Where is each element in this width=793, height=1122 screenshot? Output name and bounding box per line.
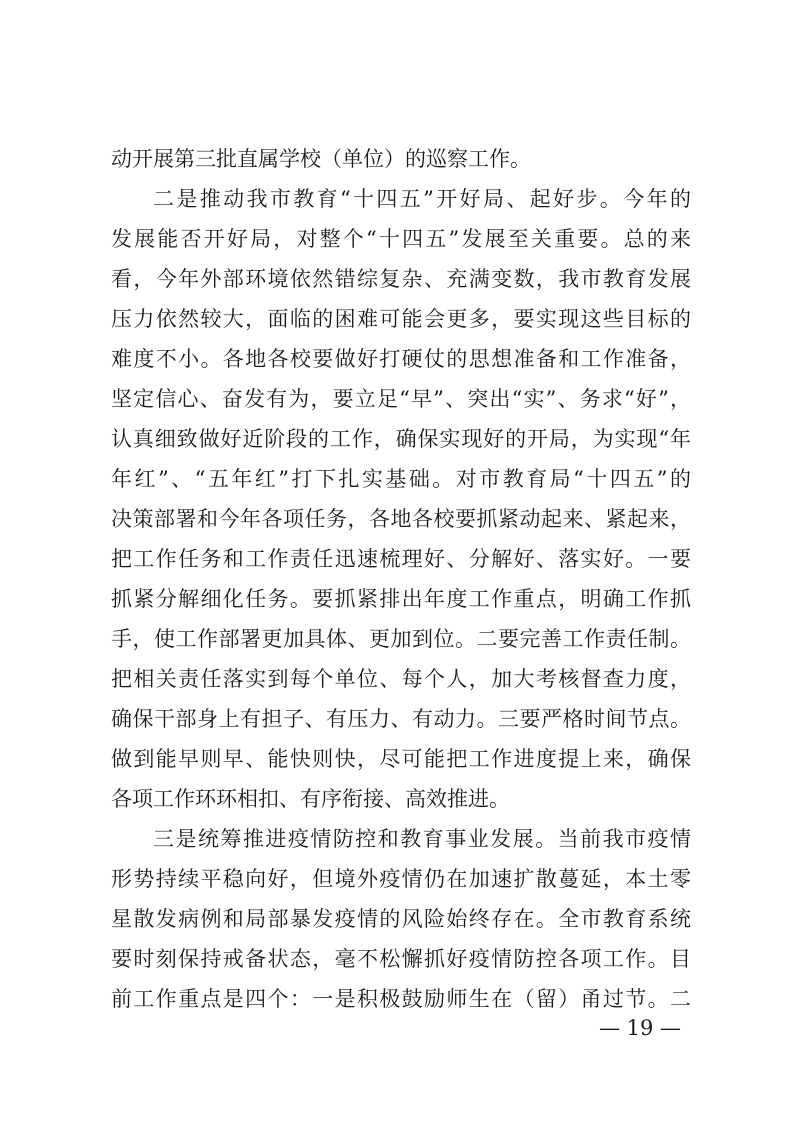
paragraph-line: 坚定信心、奋发有为，要立足“早”、突出“实”、务求“好”， — [111, 387, 691, 411]
paragraph-line: 难度不小。各地各校要做好打硬仗的思想准备和工作准备， — [111, 347, 691, 371]
paragraph-line: 抓紧分解细化任务。要抓紧排出年度工作重点，明确工作抓 — [111, 587, 691, 611]
paragraph-line: 发展能否开好局，对整个“十四五”发展至关重要。总的来 — [111, 227, 691, 251]
paragraph-line: 各项工作环环相扣、有序衔接、高效推进。 — [111, 787, 510, 811]
paragraph-line: 动开展第三批直属学校（单位）的巡察工作。 — [111, 147, 531, 171]
paragraph-line: 做到能早则早、能快则快，尽可能把工作进度提上来，确保 — [111, 747, 691, 771]
paragraph-line: 三是统筹推进疫情防控和教育事业发展。当前我市疫情 — [153, 827, 691, 851]
paragraph-line: 二是推动我市教育“十四五”开好局、起好步。今年的 — [153, 187, 691, 211]
paragraph-line: 决策部署和今年各项任务，各地各校要抓紧动起来、紧起来， — [111, 507, 691, 531]
paragraph-line: 年红”、“五年红”打下扎实基础。对市教育局“十四五”的 — [111, 467, 691, 491]
paragraph-line: 前工作重点是四个：一是积极鼓励师生在（留）甬过节。二 — [111, 987, 691, 1011]
paragraph-line: 手，使工作部署更加具体、更加到位。二要完善工作责任制。 — [111, 627, 691, 651]
paragraph-line: 星散发病例和局部暴发疫情的风险始终存在。全市教育系统 — [111, 907, 691, 931]
paragraph-line: 要时刻保持戒备状态，毫不松懈抓好疫情防控各项工作。目 — [111, 947, 691, 971]
paragraph-line: 把工作任务和工作责任迅速梳理好、分解好、落实好。一要 — [111, 547, 691, 571]
paragraph-line: 形势持续平稳向好，但境外疫情仍在加速扩散蔓延，本土零 — [111, 867, 691, 891]
page-number: — 19 — — [598, 1016, 682, 1040]
paragraph-line: 看，今年外部环境依然错综复杂、充满变数，我市教育发展 — [111, 267, 691, 291]
paragraph-line: 确保干部身上有担子、有压力、有动力。三要严格时间节点。 — [111, 707, 691, 731]
paragraph-line: 压力依然较大，面临的困难可能会更多，要实现这些目标的 — [111, 307, 691, 331]
paragraph-line: 把相关责任落实到每个单位、每个人，加大考核督查力度， — [111, 667, 691, 691]
paragraph-line: 认真细致做好近阶段的工作，确保实现好的开局，为实现“年 — [111, 427, 691, 451]
